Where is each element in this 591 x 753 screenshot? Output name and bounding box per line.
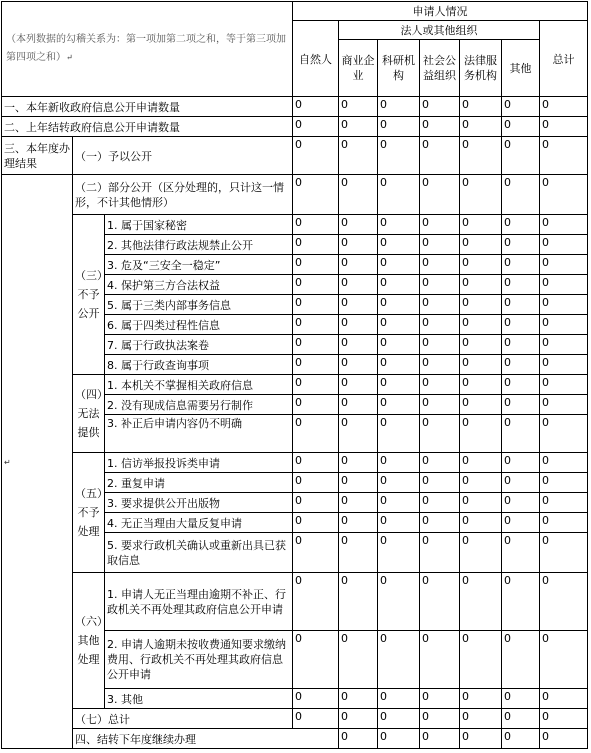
- cell: 0: [420, 375, 460, 395]
- cell: 0: [502, 473, 540, 493]
- cell: 0: [378, 533, 420, 573]
- cell: 0: [293, 275, 339, 295]
- table-row: [2, 709, 588, 729]
- cell: 0: [420, 493, 460, 513]
- cell: 0: [339, 473, 378, 493]
- cell: 0: [378, 97, 420, 117]
- cell: 0: [540, 415, 588, 453]
- cell: 0: [540, 395, 588, 415]
- cell: 0: [293, 573, 339, 631]
- row-label: 8. 属于行政查询事项: [105, 355, 293, 375]
- cell: 0: [339, 631, 378, 689]
- cell: 0: [293, 395, 339, 415]
- cell: 0: [339, 315, 378, 335]
- row-label: 5. 属于三类内部事务信息: [105, 295, 293, 315]
- cell: 0: [460, 573, 502, 631]
- cell: 0: [339, 395, 378, 415]
- cell: 0: [339, 235, 378, 255]
- applicant-situation-header: 申请人情况: [293, 2, 588, 21]
- cell: 0: [378, 215, 420, 235]
- cell: 0: [502, 335, 540, 355]
- cell: 0: [339, 355, 378, 375]
- cannot-provide-label: （四）无法提供: [73, 375, 105, 453]
- cell: 0: [339, 415, 378, 453]
- cell: 0: [378, 513, 420, 533]
- row-label: 4. 保护第三方合法权益: [105, 275, 293, 295]
- cell: 0: [460, 709, 502, 729]
- cell: 0: [460, 453, 502, 473]
- cell: 0: [540, 137, 588, 175]
- cell: 0: [420, 117, 460, 137]
- cell: 0: [540, 335, 588, 355]
- cell: 0: [339, 255, 378, 275]
- cell: 0: [502, 295, 540, 315]
- table-row: [2, 215, 588, 235]
- results-blank: ↵: [2, 175, 73, 749]
- cell: 0: [293, 689, 339, 709]
- cell: 0: [293, 533, 339, 573]
- row-label: 1. 信访举报投诉类申请: [105, 453, 293, 473]
- cell: 0: [339, 513, 378, 533]
- cell: 0: [460, 533, 502, 573]
- table-row: [2, 375, 588, 395]
- cell: 0: [378, 689, 420, 709]
- cell: 0: [420, 631, 460, 689]
- cell: 0: [540, 729, 588, 749]
- cell: 0: [339, 97, 378, 117]
- cell: 0: [378, 493, 420, 513]
- cell: 0: [339, 493, 378, 513]
- cell: 0: [420, 415, 460, 453]
- table-row: [2, 573, 588, 631]
- cell: 0: [502, 375, 540, 395]
- row-label: 1. 本机关不掌握相关政府信息: [105, 375, 293, 395]
- cell: 0: [502, 235, 540, 255]
- cell: 0: [540, 709, 588, 729]
- cell: 0: [339, 453, 378, 473]
- cell: 0: [339, 533, 378, 573]
- row-label: 2. 重复申请: [105, 473, 293, 493]
- legal-org-header: 法人或其他组织: [339, 21, 540, 40]
- relationship-note: （本列数据的勾稽关系为：第一项加第二项之和，等于第三项加第四项之和）↵: [2, 2, 293, 97]
- cell: 0: [540, 513, 588, 533]
- cell: 0: [460, 215, 502, 235]
- cell: 0: [420, 473, 460, 493]
- cell: 0: [378, 709, 420, 729]
- not-process-label: （五）不予处理: [73, 453, 105, 573]
- cell: 0: [460, 513, 502, 533]
- cell: 0: [293, 453, 339, 473]
- cell: 0: [540, 215, 588, 235]
- cell: 0: [460, 335, 502, 355]
- cell: 0: [502, 395, 540, 415]
- cell: 0: [540, 375, 588, 395]
- legal-service-header: 法律服务机构: [460, 40, 502, 97]
- cell: 0: [293, 137, 339, 175]
- cell: 0: [540, 315, 588, 335]
- cell: 0: [540, 573, 588, 631]
- cell: 0: [378, 335, 420, 355]
- social-welfare-header: 社会公益组织: [420, 40, 460, 97]
- cell: 0: [378, 573, 420, 631]
- cell: 0: [420, 137, 460, 175]
- table-row: [2, 137, 588, 175]
- cell: 0: [378, 255, 420, 275]
- row-label: 3. 危及“三安全一稳定”: [105, 255, 293, 275]
- cell: 0: [502, 137, 540, 175]
- cell: 0: [378, 453, 420, 473]
- row-label: 5. 要求行政机关确认或重新出具已获取信息: [105, 533, 293, 573]
- cell: 0: [460, 137, 502, 175]
- research-header: 科研机构: [378, 40, 420, 97]
- cell: 0: [502, 453, 540, 473]
- cell: 0: [293, 631, 339, 689]
- cell: 0: [378, 295, 420, 315]
- table-row: [2, 453, 588, 473]
- cell: 0: [540, 255, 588, 275]
- other-header: 其他: [502, 40, 540, 97]
- cell: 0: [540, 355, 588, 375]
- cell: 0: [460, 375, 502, 395]
- cell: 0: [502, 355, 540, 375]
- cell: 0: [540, 493, 588, 513]
- cell: 0: [460, 97, 502, 117]
- cell: 0: [502, 573, 540, 631]
- cell: 0: [460, 235, 502, 255]
- row-label: 3. 其他: [105, 689, 293, 709]
- cell: 0: [339, 709, 378, 729]
- cell: 0: [420, 709, 460, 729]
- natural-person-header: 自然人: [293, 21, 339, 97]
- row-label: （一）予以公开: [73, 137, 293, 175]
- cell: 0: [293, 335, 339, 355]
- row-label: 二、上年结转政府信息公开申请数量: [2, 117, 293, 137]
- cell: 0: [293, 375, 339, 395]
- row-label: 3. 要求提供公开出版物: [105, 493, 293, 513]
- cell: 0: [378, 395, 420, 415]
- table-row: [2, 729, 588, 749]
- cell: 0: [293, 215, 339, 235]
- cell: 0: [339, 689, 378, 709]
- row-label: 2. 其他法律行政法规禁止公开: [105, 235, 293, 255]
- cell: 0: [420, 689, 460, 709]
- row-label: 2. 申请人逾期未按收费通知要求缴纳费用、行政机关不再处理其政府信息公开申请: [105, 631, 293, 689]
- cell: 0: [378, 235, 420, 255]
- cell: 0: [502, 689, 540, 709]
- cell: 0: [540, 97, 588, 117]
- cell: 0: [420, 729, 460, 749]
- cell: 0: [460, 315, 502, 335]
- cell: 0: [420, 355, 460, 375]
- cell: 0: [420, 175, 460, 215]
- cell: 0: [293, 315, 339, 335]
- cell: 0: [378, 473, 420, 493]
- cell: 0: [293, 473, 339, 493]
- cell: 0: [460, 729, 502, 749]
- cell: 0: [420, 295, 460, 315]
- cell: 0: [420, 395, 460, 415]
- cell: 0: [293, 255, 339, 275]
- cell: 0: [339, 335, 378, 355]
- cell: 0: [460, 255, 502, 275]
- row-label: （七）总计: [73, 709, 293, 729]
- cell: 0: [420, 315, 460, 335]
- cell: 0: [378, 137, 420, 175]
- cell: 0: [502, 513, 540, 533]
- cell: 0: [420, 275, 460, 295]
- commercial-header: 商业企业: [339, 40, 378, 97]
- cell: 0: [540, 295, 588, 315]
- cell: 0: [293, 355, 339, 375]
- cell: 0: [339, 137, 378, 175]
- cell: 0: [293, 415, 339, 453]
- cell: 0: [293, 295, 339, 315]
- total-header: 总计: [540, 21, 588, 97]
- row-label: 6. 属于四类过程性信息: [105, 315, 293, 335]
- cell: 0: [540, 235, 588, 255]
- cell: 0: [420, 215, 460, 235]
- row-label: 3. 补正后申请内容仍不明确: [105, 415, 293, 453]
- table-row: [2, 175, 588, 215]
- cell: 0: [540, 473, 588, 493]
- cell: 0: [293, 175, 339, 215]
- cell: 0: [460, 631, 502, 689]
- cell: 0: [339, 295, 378, 315]
- cell: 0: [339, 275, 378, 295]
- cell: 0: [293, 235, 339, 255]
- cell: 0: [339, 729, 378, 749]
- gov-info-disclosure-table: [1, 1, 588, 749]
- row-label: 1. 申请人无正当理由逾期不补正、行政机关不再处理其政府信息公开申请: [105, 573, 293, 631]
- row-label: 4. 无正当理由大量反复申请: [105, 513, 293, 533]
- cell: 0: [420, 97, 460, 117]
- cell: 0: [460, 473, 502, 493]
- cell: 0: [420, 573, 460, 631]
- cell: 0: [460, 355, 502, 375]
- cell: 0: [502, 117, 540, 137]
- row-label: 1. 属于国家秘密: [105, 215, 293, 235]
- cell: 0: [460, 295, 502, 315]
- cell: 0: [502, 709, 540, 729]
- cell: 0: [460, 493, 502, 513]
- cell: 0: [339, 117, 378, 137]
- cell: 0: [339, 175, 378, 215]
- cell: 0: [378, 631, 420, 689]
- cell: 0: [502, 275, 540, 295]
- row-label: 7. 属于行政执法案卷: [105, 335, 293, 355]
- cell: 0: [378, 175, 420, 215]
- cell: 0: [293, 709, 339, 729]
- results-label: 三、本年度办理结果: [2, 137, 73, 175]
- cell: 0: [460, 689, 502, 709]
- cell: 0: [293, 513, 339, 533]
- other-process-label: （六）其他处理: [73, 573, 105, 709]
- cell: 0: [502, 97, 540, 117]
- cell: 0: [339, 215, 378, 235]
- row-label: 一、本年新收政府信息公开申请数量: [2, 97, 293, 117]
- cell: 0: [460, 117, 502, 137]
- cell: 0: [339, 375, 378, 395]
- cell: 0: [293, 117, 339, 137]
- cell: 0: [502, 415, 540, 453]
- cell: 0: [502, 631, 540, 689]
- cell: 0: [540, 275, 588, 295]
- cell: 0: [540, 533, 588, 573]
- cell: 0: [540, 175, 588, 215]
- cell: 0: [460, 395, 502, 415]
- cell: 0: [502, 493, 540, 513]
- cell: 0: [378, 315, 420, 335]
- row-label: （二）部分公开（区分处理的，只计这一情形，不计其他情形）: [73, 175, 293, 215]
- table-row: [2, 97, 588, 117]
- cell: 0: [502, 315, 540, 335]
- cell: 0: [339, 573, 378, 631]
- cell: 0: [378, 117, 420, 137]
- not-disclose-label: （三）不予公开: [73, 215, 105, 375]
- cell: 0: [502, 175, 540, 215]
- cell: 0: [420, 255, 460, 275]
- cell: 0: [502, 533, 540, 573]
- cell: 0: [293, 97, 339, 117]
- cell: 0: [420, 513, 460, 533]
- cell: 0: [502, 729, 540, 749]
- cell: 0: [420, 235, 460, 255]
- cell: 0: [378, 275, 420, 295]
- cell: 0: [460, 175, 502, 215]
- cell: 0: [540, 453, 588, 473]
- cell: 0: [540, 117, 588, 137]
- cell: 0: [378, 415, 420, 453]
- cell: 0: [420, 453, 460, 473]
- cell: 0: [540, 689, 588, 709]
- row-label: 2. 没有现成信息需要另行制作: [105, 395, 293, 415]
- table-row: [2, 117, 588, 137]
- cell: 0: [540, 631, 588, 689]
- cell: 0: [378, 375, 420, 395]
- cell: 0: [420, 335, 460, 355]
- cell: 0: [460, 415, 502, 453]
- cell: 0: [502, 215, 540, 235]
- row-label: 四、结转下年度继续办理: [73, 729, 339, 749]
- cell: 0: [378, 355, 420, 375]
- cell: 0: [293, 493, 339, 513]
- cell: 0: [460, 275, 502, 295]
- cell: 0: [378, 729, 420, 749]
- cell: 0: [502, 255, 540, 275]
- cell: 0: [420, 533, 460, 573]
